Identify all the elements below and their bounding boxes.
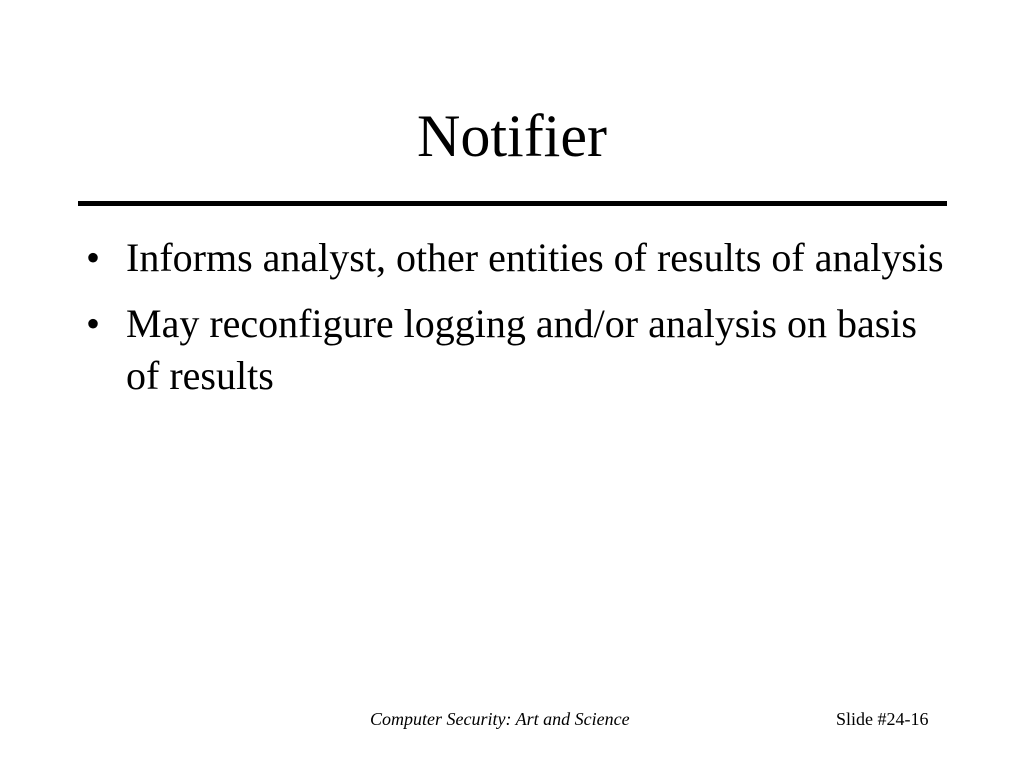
bullet-list bbox=[86, 232, 956, 416]
bullet-marker: • bbox=[86, 301, 101, 346]
title-divider bbox=[78, 201, 947, 206]
slide-title: Notifier bbox=[417, 103, 607, 169]
bullet-marker: • bbox=[86, 235, 101, 280]
bullet-text: May reconfigure logging and/or analysis on basis of results bbox=[126, 301, 917, 398]
bullet-item bbox=[86, 298, 956, 402]
footer-slide-number: Slide #24-16 bbox=[836, 709, 929, 729]
bullet-text: Informs analyst, other entities of results of analysis bbox=[126, 235, 944, 280]
footer-course-title: Computer Security: Art and Science bbox=[370, 709, 630, 729]
bullet-item bbox=[86, 232, 956, 284]
